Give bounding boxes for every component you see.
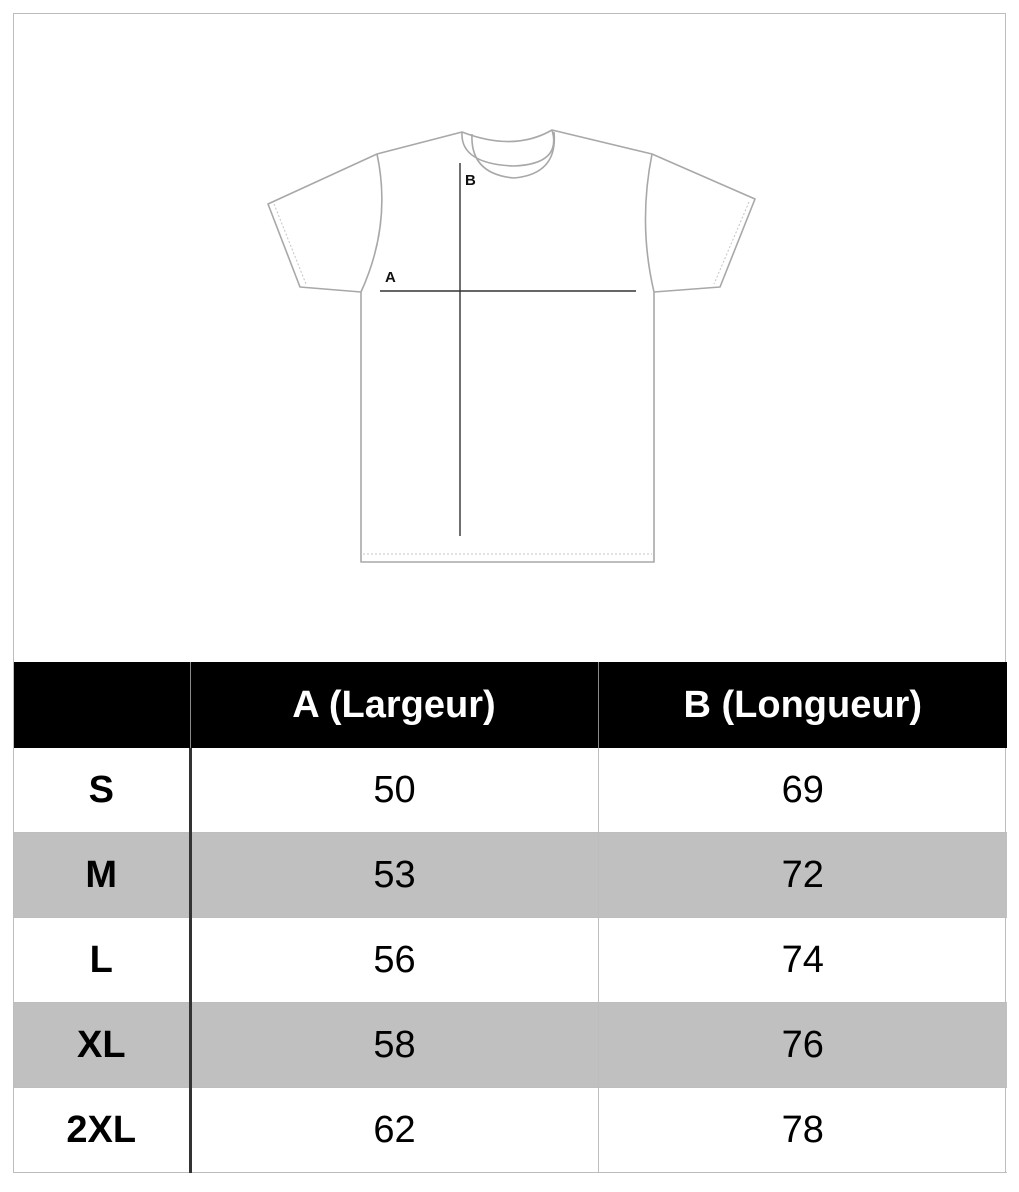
width-value: 58: [190, 1003, 598, 1088]
size-table: [14, 662, 1007, 1173]
size-label: S: [14, 748, 190, 833]
tshirt-icon: [14, 14, 1007, 662]
size-label: 2XL: [14, 1088, 190, 1173]
header-size: [14, 662, 190, 748]
table-row: [14, 833, 1007, 918]
length-value: 74: [598, 918, 1007, 1003]
table-header-row: [14, 662, 1007, 748]
length-value: 76: [598, 1003, 1007, 1088]
size-label: XL: [14, 1003, 190, 1088]
label-a: A: [385, 269, 396, 286]
table-row: [14, 1088, 1007, 1173]
header-width: A (Largeur): [190, 662, 598, 748]
tshirt-illustration: [14, 14, 1007, 662]
table-row: [14, 1003, 1007, 1088]
width-value: 62: [190, 1088, 598, 1173]
size-chart: [13, 13, 1006, 1173]
size-label: L: [14, 918, 190, 1003]
length-value: 69: [598, 748, 1007, 833]
length-value: 78: [598, 1088, 1007, 1173]
table-row: [14, 918, 1007, 1003]
size-label: M: [14, 833, 190, 918]
label-b: B: [465, 172, 476, 189]
width-value: 56: [190, 918, 598, 1003]
width-value: 53: [190, 833, 598, 918]
header-length: B (Longueur): [598, 662, 1007, 748]
length-value: 72: [598, 833, 1007, 918]
width-value: 50: [190, 748, 598, 833]
table-row: [14, 748, 1007, 833]
